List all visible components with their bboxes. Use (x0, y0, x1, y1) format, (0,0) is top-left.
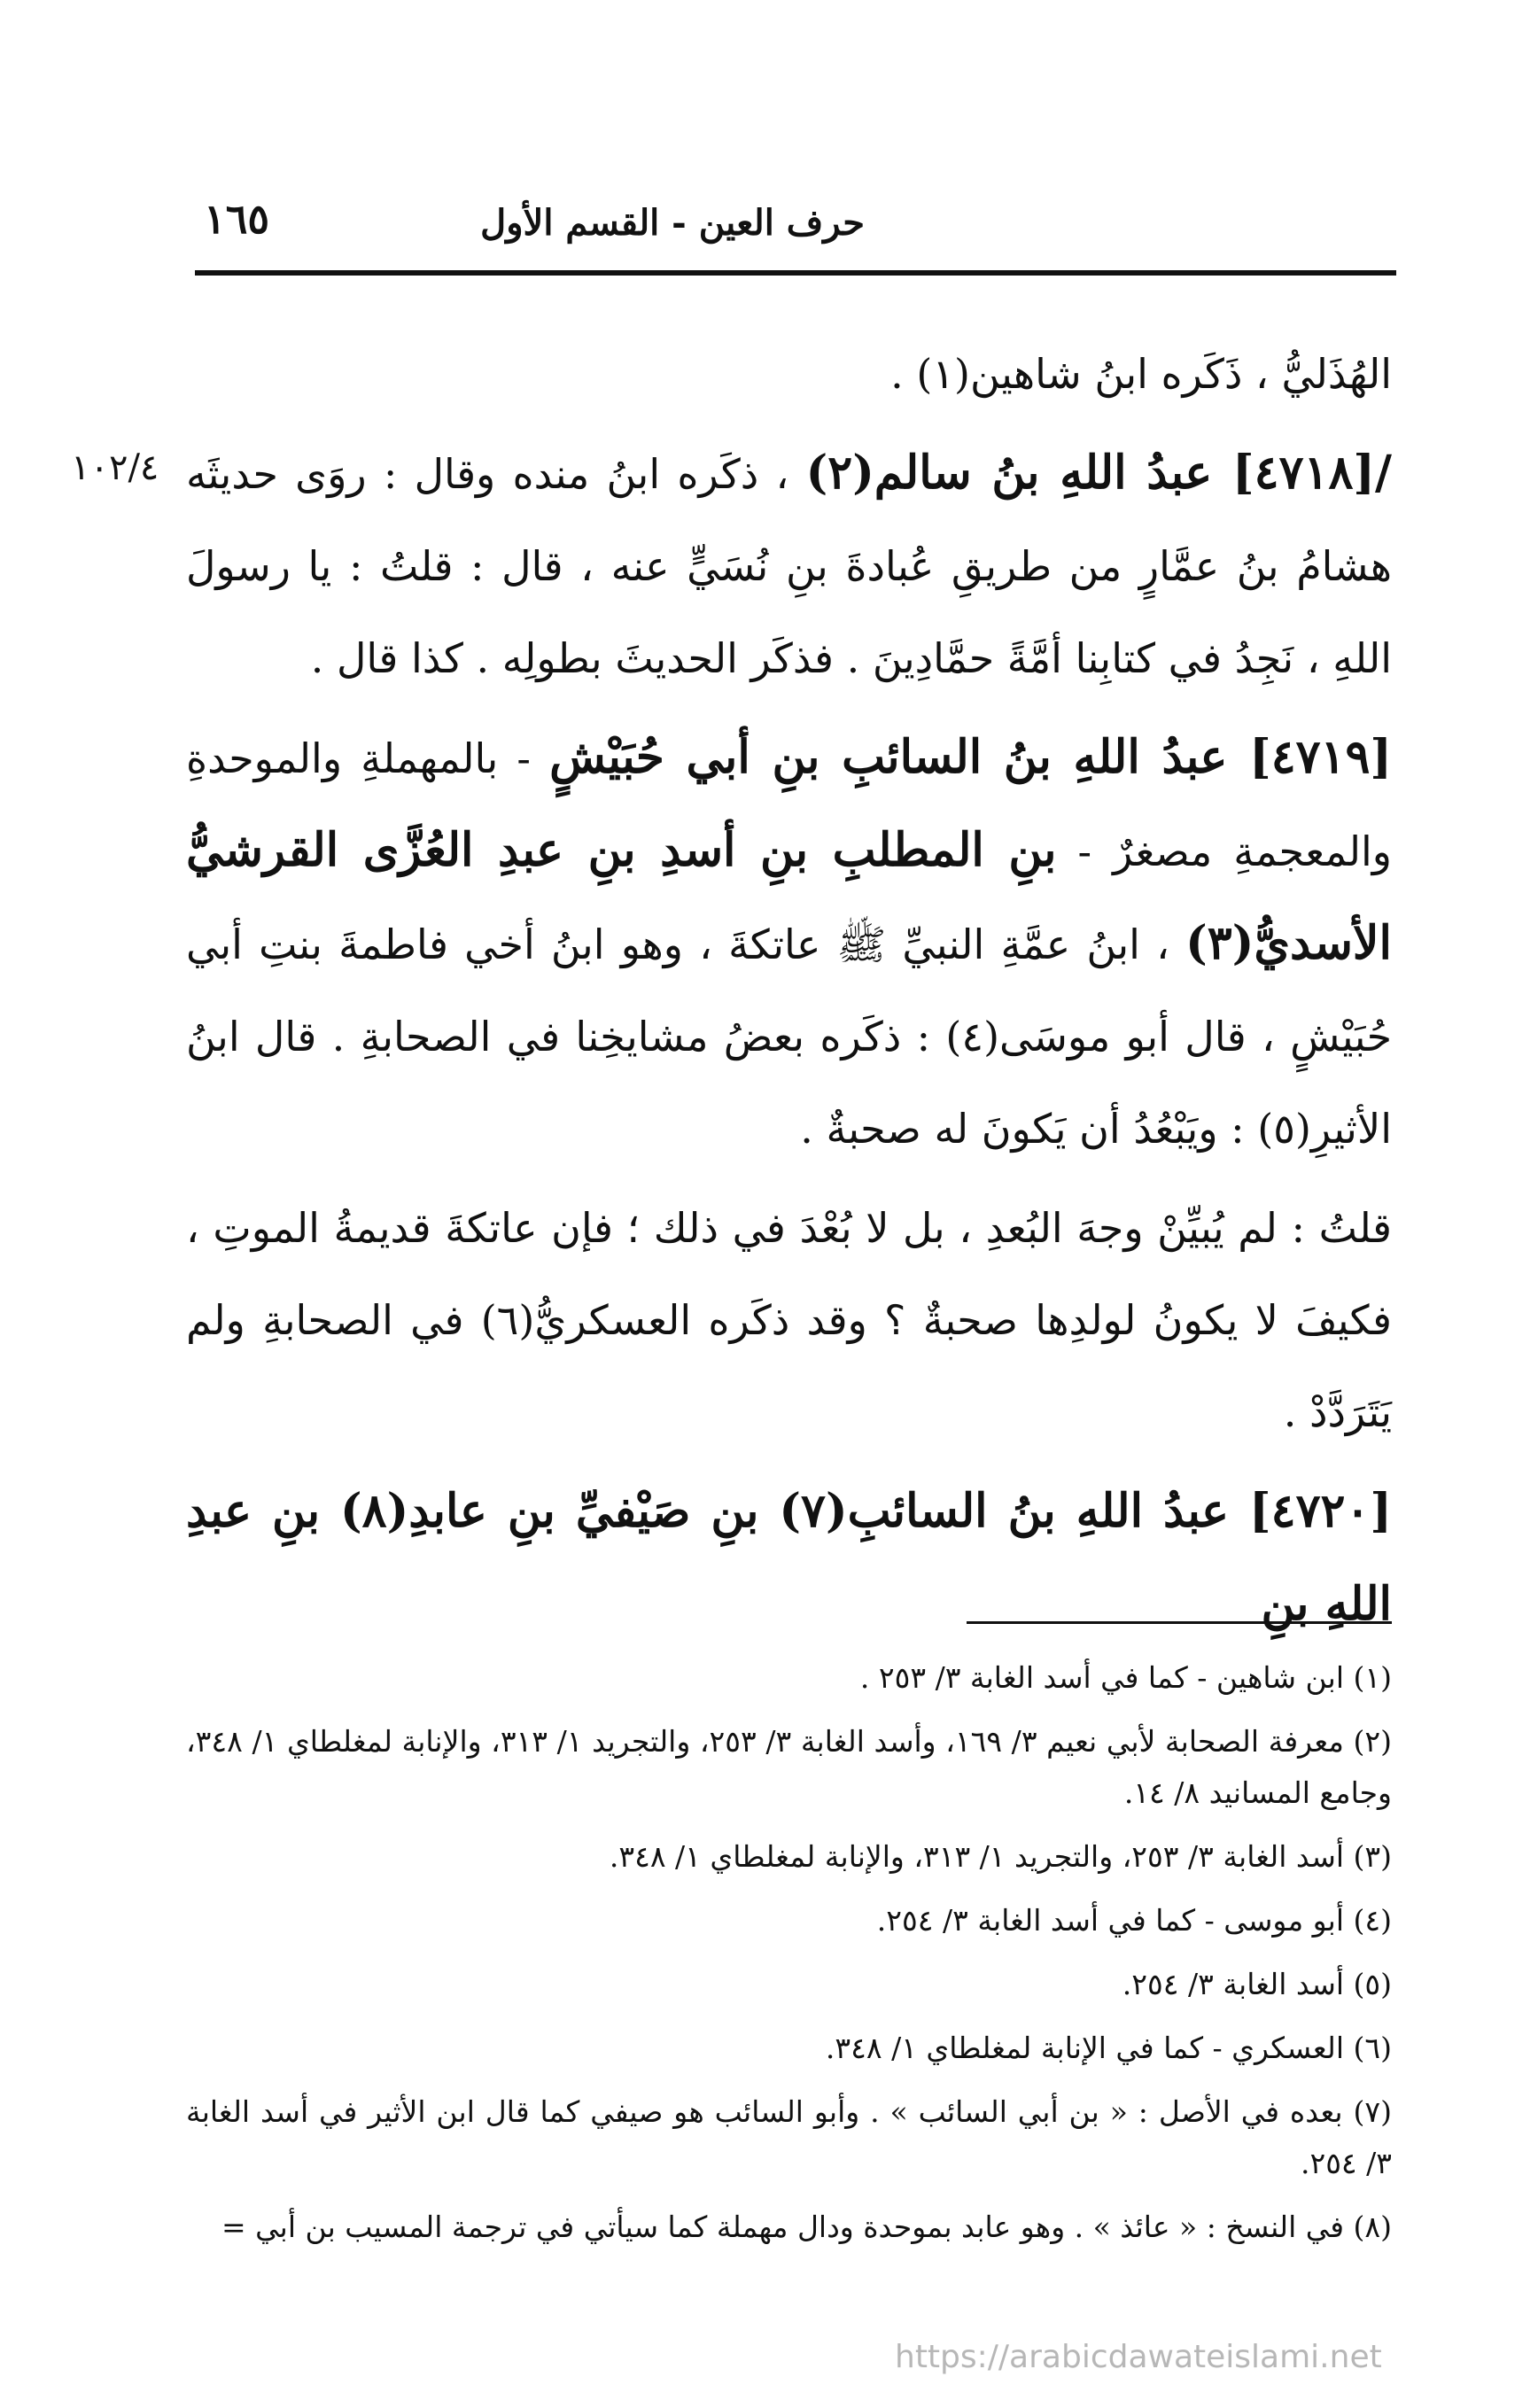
entry-name: ] عبدُ اللهِ بنُ سالم(٢) (805, 446, 1254, 500)
footnote-4: (٤) أبو موسى - كما في أسد الغابة ٣/ ٢٥٤. (876, 1903, 1392, 1938)
footnote-rule (967, 1621, 1392, 1624)
header-title: حرف العين - القسم الأول (480, 202, 865, 244)
entry-name-continued: بنِ المطلبِ بنِ أسدِ بنِ عبدِ العُزَّى القرشيُّ الأسديُّ(٣) (186, 823, 1392, 970)
entry-open-bracket: [ (1370, 1484, 1392, 1538)
entry-text: - بالمهملةِ والموحدةِ والمعجمةِ مصغرٌ - (186, 734, 1392, 875)
main-text (186, 328, 1392, 1651)
entry-open-bracket: /[ (1353, 446, 1392, 500)
page-number: ١٦٥ (204, 195, 270, 243)
paragraph-1: الهُذَليُّ ، ذَكَره ابنُ شاهين(١) . (890, 350, 1392, 398)
entry-name: ] عبدُ اللهِ بنُ السائبِ بنِ أبي حُبَيْشٍ (549, 730, 1271, 784)
watermark-url: https://arabicdawateislami.net (895, 2339, 1382, 2375)
entry-4719 (186, 711, 1392, 1175)
footnote-3: (٣) أسد الغابة ٣/ ٢٥٣، والتجريد ١/ ٣١٣، والإنابة لمغلطاي ١/ ٣٤٨. (609, 1839, 1392, 1874)
footnote-6: (٦) العسكري - كما في الإنابة لمغلطاي ١/ ٣٤٨. (825, 2031, 1392, 2065)
footnote-7: (٧) بعده في الأصل : « بن أبي السائب » . وأبو السائب هو صيفي كما قال ابن الأثير في أسد الغابة ٣/ ٢٥٤. (186, 2094, 1392, 2180)
footnote-8: (٨) في النسخ : « عائذ » . وهو عابد بموحدة ودال مهملة كما سيأتي في ترجمة المسيب بن أبي = (221, 2210, 1392, 2244)
entry-open-bracket: [ (1370, 730, 1393, 784)
entry-4718 (186, 427, 1392, 704)
footnotes (186, 1652, 1392, 2265)
footnote-5: (٥) أسد الغابة ٣/ ٢٥٤. (1122, 1967, 1392, 2001)
margin-reference: ١٠٢/٤ (71, 447, 159, 488)
entry-number: ٤٧٢٠ (1270, 1484, 1371, 1538)
entry-number: ٤٧١٨ (1254, 446, 1354, 500)
entry-name: ] عبدُ اللهِ بنُ السائبِ(٧) بنِ صَيْفيِّ بنِ عابدِ(٨) بنِ عبدِ اللهِ بنِ (186, 1484, 1392, 1631)
running-header (195, 186, 1396, 266)
footnote-2: (٢) معرفة الصحابة لأبي نعيم ٣/ ١٦٩، وأسد الغابة ٣/ ٢٥٣، والتجريد ١/ ٣١٣، والإنابة لمغلطاي ١/ ٣٤٨، وجامع المسانيد ٨/ ١٤. (186, 1724, 1393, 1810)
entry-number: ٤٧١٩ (1270, 730, 1371, 784)
header-rule (195, 270, 1396, 276)
entry-text: ، ذكَره ابنُ منده وقال : روَى حديثَه هشامُ بنُ عمَّارٍ من طريقِ عُبادةَ بنِ نُسَيٍّ عنه ، قال : قلتُ : يا رسولَ اللهِ ، نَجِدُ في كتابِنا أمَّةً حمَّادِينَ . فذكَر الحديثَ بطولِه . كذا قال . (186, 450, 1392, 682)
paragraph-comment: قلتُ : لم يُبيِّنْ وجهَ البُعدِ ، بل لا بُعْدَ في ذلك ؛ فإن عاتكةَ قديمةُ الموتِ ، فكيفَ لا يكونُ لولدِها صحبةٌ ؟ وقد ذكَره العسكريُّ(٦) في الصحابةِ ولم يَتَرَدَّدْ . (186, 1204, 1392, 1436)
entry-text: ، ابنُ عمَّةِ النبيِّ ﷺ عاتكةَ ، وهو ابنُ أخي فاطمةَ بنتِ أبي حُبَيْشٍ ، قال أبو موسَى(٤) : ذكَره بعضُ مشايخِنا في الصحابةِ . قال ابنُ الأثيرِ(٥) : ويَبْعُدُ أن يَكونَ له صحبةٌ . (186, 920, 1393, 1153)
footnote-1: (١) ابن شاهين - كما في أسد الغابة ٣/ ٢٥٣ . (859, 1660, 1392, 1695)
